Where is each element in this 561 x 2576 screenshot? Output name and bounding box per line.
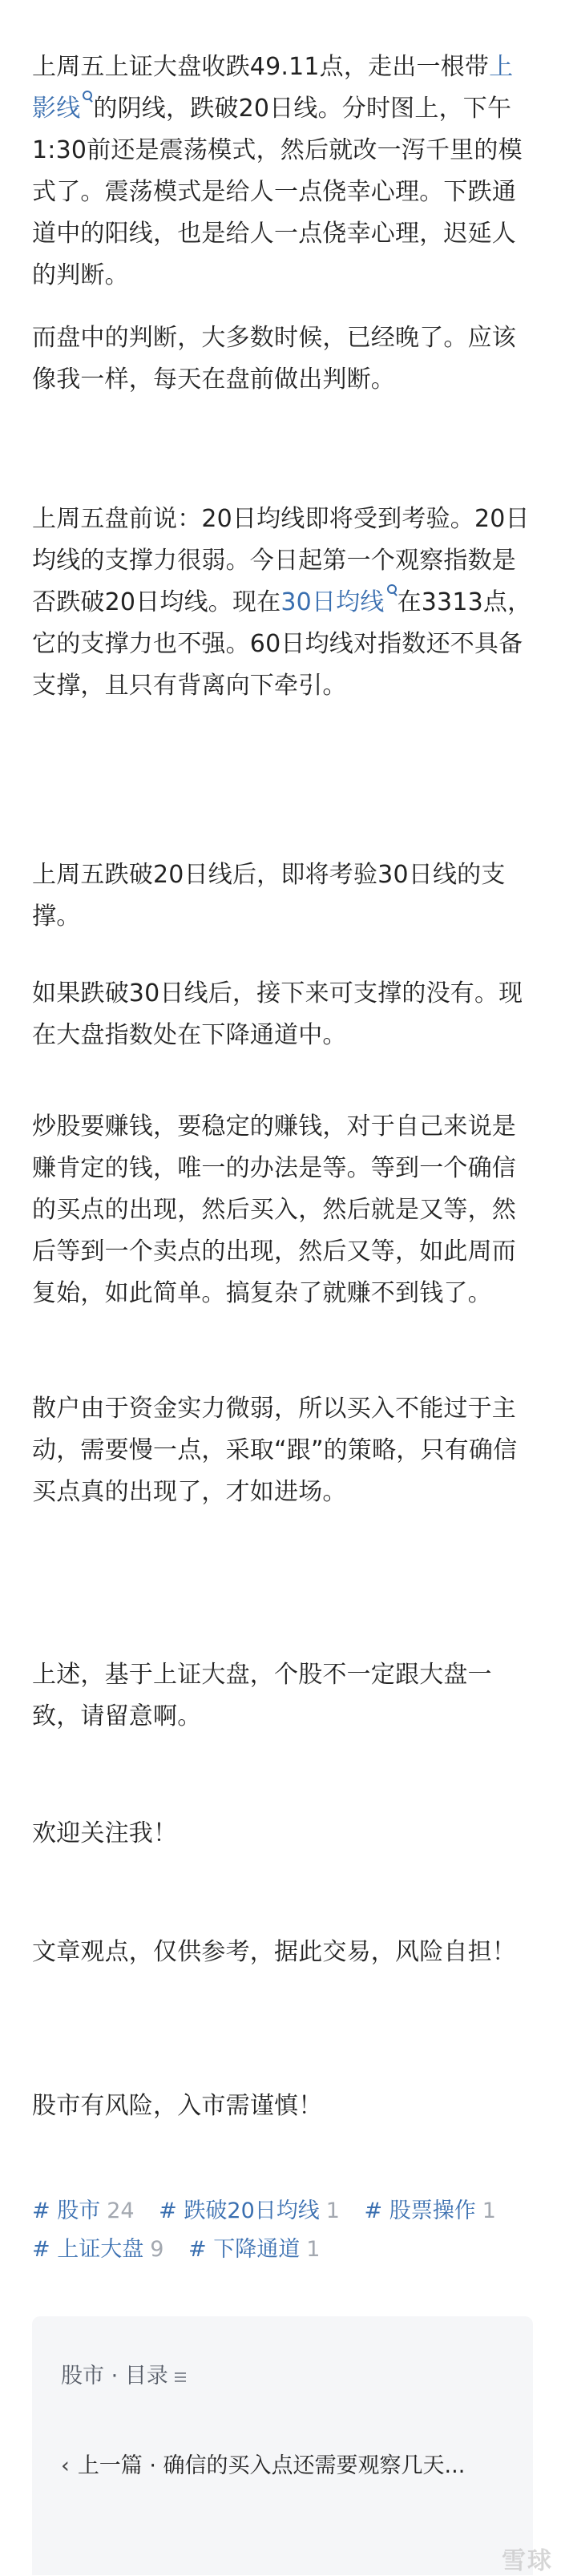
prev-article-label[interactable]: 上一篇 · 确信的买入点还需要观察几天... xyxy=(77,2453,466,2478)
hash-icon: # xyxy=(364,2198,383,2223)
catalog-header-label[interactable]: 股市 · 目录 xyxy=(61,2364,168,2388)
search-icon xyxy=(82,88,93,106)
hash-icon: # xyxy=(188,2237,207,2262)
tag-gupiao-caozuo[interactable] xyxy=(365,2192,496,2231)
menu-icon xyxy=(175,2372,188,2383)
search-icon xyxy=(386,582,398,600)
hash-icon: # xyxy=(32,2237,50,2262)
paragraph-10: 文章观点，仅供参考，据此交易，风险自担！ xyxy=(32,1938,516,1966)
paragraph-8: 上述，基于上证大盘，个股不一定跟大盘一致，请留意啊。 xyxy=(32,1661,492,1730)
tag-gushi[interactable] xyxy=(32,2192,135,2231)
paragraph-1 xyxy=(32,46,533,297)
paragraph-3-text-a: 上周五盘前说：20日均线即将受到考验。20日均线的支撑力很弱。今日起第一个观察指数是否跌破20日均线。现在 xyxy=(32,505,530,616)
link-shangyingxian-label[interactable]: 上影线 xyxy=(32,53,514,123)
catalog-header[interactable] xyxy=(61,2358,188,2389)
paragraph-11: 股市有风险，入市需谨慎！ xyxy=(32,2092,323,2120)
tag-xiajiang-tongdao[interactable] xyxy=(188,2231,320,2269)
catalog-card xyxy=(32,2316,533,2575)
paragraph-1-text-a: 上周五上证大盘收跌49.11点，走出一根带 xyxy=(32,53,490,81)
tag-label[interactable]: 上证大盘 xyxy=(57,2237,144,2262)
paragraph-6: 炒股要赚钱，要稳定的赚钱，对于自己来说是赚肯定的钱，唯一的办法是等。等到一个确信的买点的出现，然后买入，然后就是又等，然后等到一个卖点的出现，然后又等，如此周而复始，如此简单。搞复杂了就赚不到钱了。 xyxy=(32,1112,516,1307)
tag-label[interactable]: 下降通道 xyxy=(213,2237,301,2262)
tag-count: 1 xyxy=(306,2237,321,2262)
hash-icon: # xyxy=(32,2198,50,2223)
tag-list xyxy=(32,2192,533,2269)
tag-count: 1 xyxy=(325,2198,340,2223)
paragraph-5: 如果跌破30日线后，接下来可支撑的没有。现在大盘指数处在下降通道中。 xyxy=(32,979,523,1049)
tag-count: 1 xyxy=(482,2198,496,2223)
tag-count: 9 xyxy=(150,2237,164,2262)
paragraph-7: 散户由于资金实力微弱，所以买入不能过于主动，需要慢一点，采取“跟”的策略，只有确信买点真的出现了，才如进场。 xyxy=(32,1395,518,1506)
tag-label[interactable]: 股市 xyxy=(57,2198,101,2223)
tag-label[interactable]: 股票操作 xyxy=(389,2198,476,2223)
paragraph-2: 而盘中的判断，大多数时候，已经晚了。应该像我一样，每天在盘前做出判断。 xyxy=(32,324,516,394)
paragraph-4: 上周五跌破20日线后，即将考验30日线的支撑。 xyxy=(32,861,506,931)
link-30-day-ma[interactable] xyxy=(280,588,397,616)
watermark: 雪球 xyxy=(502,2547,553,2575)
paragraph-3-text-b: 在3313点，它的支撑力也不强。60日均线对指数还不具备支撑，且只有背离向下牵引。 xyxy=(32,588,532,700)
link-30-day-ma-label[interactable]: 30日均线 xyxy=(280,588,385,616)
chevron-left-icon: ‹ xyxy=(61,2453,70,2478)
prev-article-link[interactable] xyxy=(61,2448,465,2479)
paragraph-1-text-b: 的阴线，跌破20日线。分时图上，下午1:30前还是震荡模式，然后就改一泻千里的模式了。震荡模式是给人一点侥幸心理。下跌通道中的阳线，也是给人一点侥幸心理，迟延人的判断。 xyxy=(32,95,523,289)
tag-diepo-20[interactable] xyxy=(159,2192,340,2231)
hash-icon: # xyxy=(159,2198,177,2223)
paragraph-3 xyxy=(32,499,533,707)
paragraph-9: 欢迎关注我！ xyxy=(32,1819,178,1847)
tag-label[interactable]: 跌破20日均线 xyxy=(184,2198,320,2223)
tag-shangzheng-dapan[interactable] xyxy=(32,2231,163,2269)
tag-count: 24 xyxy=(107,2198,135,2223)
